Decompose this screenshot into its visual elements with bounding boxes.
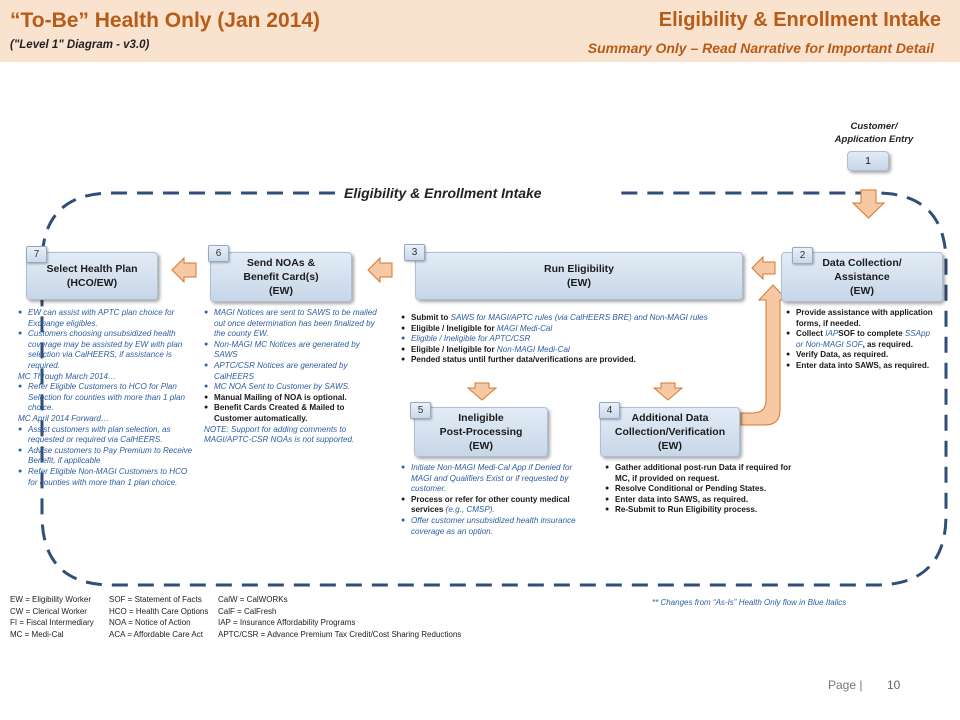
legend-entry: CalF = CalFresh [218, 606, 277, 616]
list-item: ● Benefit Cards Created & Mailed to Customer automatically. [204, 403, 345, 423]
diagram-level-label: ("Level 1" Diagram - v3.0) [10, 39, 150, 51]
list-item: ● Enter data into SAWS, as required. [786, 360, 930, 370]
page-label: Page | [828, 678, 863, 692]
list-item: ● Initiate Non-MAGI Medi-Cal App if Denied for MAGI and Qualifiers Exist or if requested by customer. [401, 463, 573, 494]
list-item: ● Process or refer for other county medical services (e.g., CMSP). [401, 494, 570, 515]
customer-entry-label-line1: Customer/ [850, 121, 898, 132]
step6-number-badge: 6 [208, 245, 229, 262]
list-item: ● Manual Mailing of NOA is optional. [204, 392, 347, 402]
customer-entry-box [847, 151, 889, 171]
list-item: ● Eligible / Ineligible for Non-MAGI Medi-Cal [401, 344, 570, 354]
customer-entry-number: 1 [865, 155, 871, 167]
list-item: ● Eligible / Ineligible for MAGI Medi-Cal [401, 323, 553, 333]
list-item: ● Enter data into SAWS, as required. [605, 494, 749, 504]
list-item: ● Submit to SAWS for MAGI/APTC rules (via CalHEERS BRE) and Non-MAGI rules [401, 313, 708, 322]
summary-note: Summary Only – Read Narrative for Important Detail [587, 40, 934, 56]
list-item: ● EW can assist with APTC plan choice for Exchange eligibles. [18, 308, 175, 328]
abbreviation-legend [10, 594, 518, 640]
arrow-step3-to-step4 [654, 383, 682, 400]
list-item: ● Non-MAGI MC Notices are generated by SAWS [204, 339, 360, 360]
subheading: MC Through March 2014… [18, 371, 117, 381]
step2-number-badge: 2 [792, 247, 813, 264]
list-item: ● MC NOA Sent to Customer by SAWS. [204, 382, 351, 392]
legend-entry: CW = Clerical Worker [10, 606, 87, 616]
list-item: ● Pended status until further data/verifications are provided. [401, 355, 636, 365]
list-item: ● Offer customer unsubsidized health insurance coverage as an option. [401, 515, 576, 536]
note-text: NOTE: Support for adding comments to MAGI/APTC-CSR NOAs is not supported. [204, 424, 355, 445]
step7-number-badge: 7 [26, 246, 47, 263]
legend-entry: MC = Medi-Cal [10, 629, 64, 639]
page-title: “To-Be” Health Only (Jan 2014) [10, 9, 321, 32]
step4-description [605, 463, 795, 516]
list-item: ● APTC/CSR Notices are generated by CalHEERS [204, 360, 348, 381]
list-item: ● Assist customers with plan selection, as requested or required via CalHEERS. [18, 424, 171, 445]
list-item: ● Gather additional post-run Data if required for MC, if provided on request. [605, 463, 792, 483]
step6-description [204, 308, 384, 446]
page-number: 10 [887, 678, 901, 692]
step7-title: Select Health Plan [46, 263, 138, 275]
changes-note: ** Changes from “As-Is” Health Only flow in Blue Italics [652, 598, 847, 607]
list-item: ● Advise customers to Pay Premium to Receive Benefit, if applicable [18, 445, 193, 466]
step5-role: (EW) [469, 440, 493, 452]
step3-title: Run Eligibility [544, 263, 614, 275]
step3-number-badge: 3 [404, 244, 425, 261]
legend-entry: FI = Fiscal Intermediary [10, 618, 94, 627]
list-item: ● Provide assistance with application forms, if needed. [786, 308, 933, 328]
arrow-step2-to-step3 [752, 257, 775, 279]
step5-title-line1: Ineligible [458, 412, 504, 424]
step2-title-line1: Data Collection/ [822, 257, 902, 269]
legend-entry: HCO = Health Care Options [109, 606, 209, 616]
list-item: ● MAGI Notices are sent to SAWS to be mailed out once determination has been finalized by the county EW. [204, 308, 377, 339]
arrow-step3-to-step5 [468, 383, 496, 400]
step7-role: (HCO/EW) [66, 277, 118, 289]
step3-role: (EW) [567, 277, 591, 289]
list-item: ● Refer Eligible Customers to HCO for Plan Selection for counties with more than 1 plan choice. [18, 382, 186, 413]
list-item: ● Refer Eligible Non-MAGI Customers to HCO for counties with more than 1 plan choice. [18, 466, 188, 487]
step5-number-badge: 5 [410, 402, 431, 419]
legend-entry: EW = Eligibility Worker [10, 595, 91, 604]
legend-entry: CalW = CalWORKs [218, 595, 288, 604]
legend-entry: IAP = Insurance Affordability Programs [218, 618, 356, 627]
legend-entry: NOA = Notice of Action [109, 618, 191, 627]
diagram-section-title: Eligibility & Enrollment Intake [340, 185, 546, 201]
legend-entry: APTC/CSR = Advance Premium Tax Credit/Cost Sharing Reductions [218, 629, 462, 639]
list-item: ● Verify Data, as required. [786, 350, 889, 360]
step2-title-line2: Assistance [834, 271, 890, 283]
legend-entry: ACA = Affordable Care Act [109, 629, 203, 639]
step5-description [401, 463, 591, 537]
customer-entry-label [818, 120, 930, 146]
step-ineligible-post-processing [414, 407, 548, 457]
step4-role: (EW) [658, 440, 682, 452]
arrow-step6-to-step7 [172, 258, 196, 282]
step4-title-line2: Collection/Verification [614, 426, 726, 438]
step-send-noas [210, 252, 352, 302]
step3-description [401, 313, 771, 366]
customer-entry-label-line2: Application Entry [834, 134, 914, 145]
section-heading: Eligibility & Enrollment Intake [658, 9, 941, 31]
list-item: ● Re-Submit to Run Eligibility process. [605, 505, 758, 515]
legend-entry: SOF = Statement of Facts [109, 595, 202, 604]
step4-number-badge: 4 [599, 402, 620, 419]
step6-title-line1: Send NOAs & [246, 257, 316, 269]
list-item: ● Resolve Conditional or Pending States. [605, 484, 767, 494]
step-run-eligibility [415, 252, 743, 300]
list-item: ● Eligible / Ineligible for APTC/CSR [401, 334, 531, 344]
list-item: ● Customers choosing unsubsidized health coverage may be assisted by EW with plan selection via CalHEERS, if assistance is required. [18, 329, 183, 370]
step6-role: (EW) [269, 285, 293, 297]
step-additional-data [600, 407, 740, 457]
step2-role: (EW) [850, 285, 874, 297]
step4-title-line1: Additional Data [631, 412, 709, 424]
arrow-step3-to-step6 [368, 258, 392, 282]
step5-title-line2: Post-Processing [439, 426, 523, 438]
step2-description [786, 308, 938, 372]
step7-description [18, 308, 198, 488]
subheading: MC April 2014 Forward… [18, 413, 110, 423]
list-item: ● Collect IAPSOF to complete SSApp or Non-MAGI SOF, as required. [786, 329, 931, 349]
step6-title-line2: Benefit Card(s) [243, 271, 319, 283]
